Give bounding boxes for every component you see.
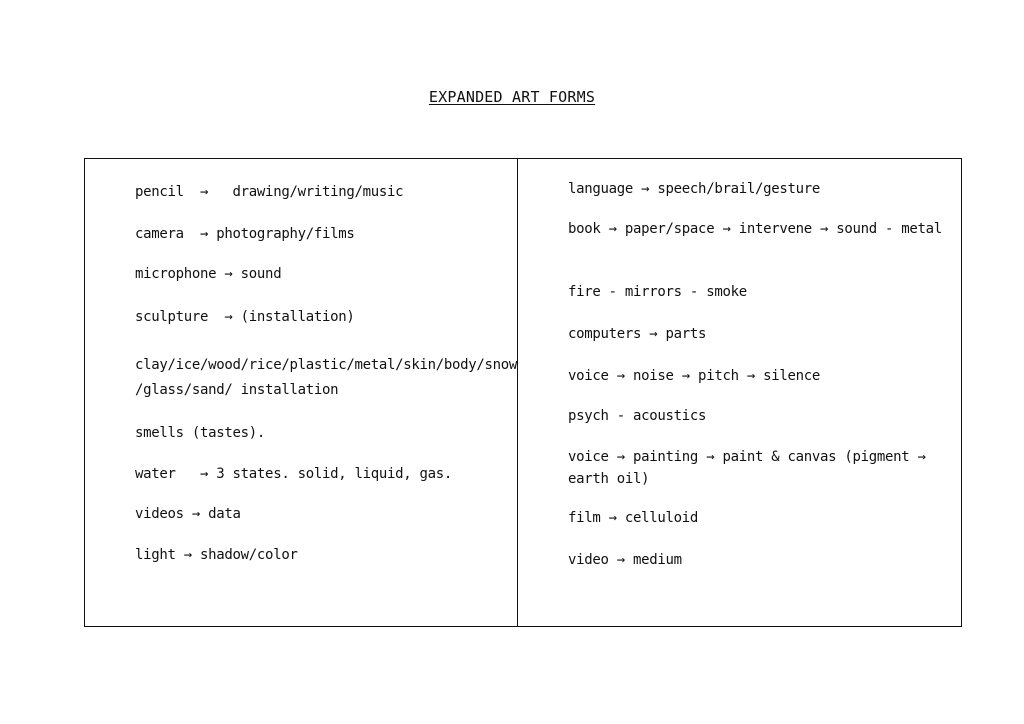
list-item: voice → noise → pitch → silence [568, 368, 820, 384]
list-item: camera → photography/films [135, 226, 355, 242]
list-item: light → shadow/color [135, 547, 298, 563]
left-column [85, 159, 526, 626]
list-item: sculpture → (installation) [135, 309, 355, 325]
list-item: film → celluloid [568, 510, 699, 526]
list-item: pencil → drawing/writing/music [135, 184, 404, 200]
right-column [518, 159, 961, 626]
list-item: psych - acoustics [568, 408, 707, 424]
list-item: language → speech/brail/gesture [568, 181, 820, 197]
list-item: videos → data [135, 506, 241, 522]
page-title: EXPANDED ART FORMS [428, 88, 596, 106]
list-item: computers → parts [568, 326, 707, 342]
list-item: water → 3 states. solid, liquid, gas. [135, 466, 453, 482]
list-item: fire - mirrors - smoke [568, 284, 747, 300]
list-item: video → medium [568, 552, 682, 568]
list-item: book → paper/space → intervene → sound - metal [568, 221, 942, 237]
art-forms-table [84, 158, 962, 627]
list-item: clay/ice/wood/rice/plastic/metal/skin/body/snow /glass/sand/ installation [135, 357, 526, 398]
list-item: microphone → sound [135, 266, 282, 282]
list-item: voice → painting → paint & canvas (pigment → earth oil) [568, 449, 934, 487]
list-item: smells (tastes). [135, 425, 266, 441]
